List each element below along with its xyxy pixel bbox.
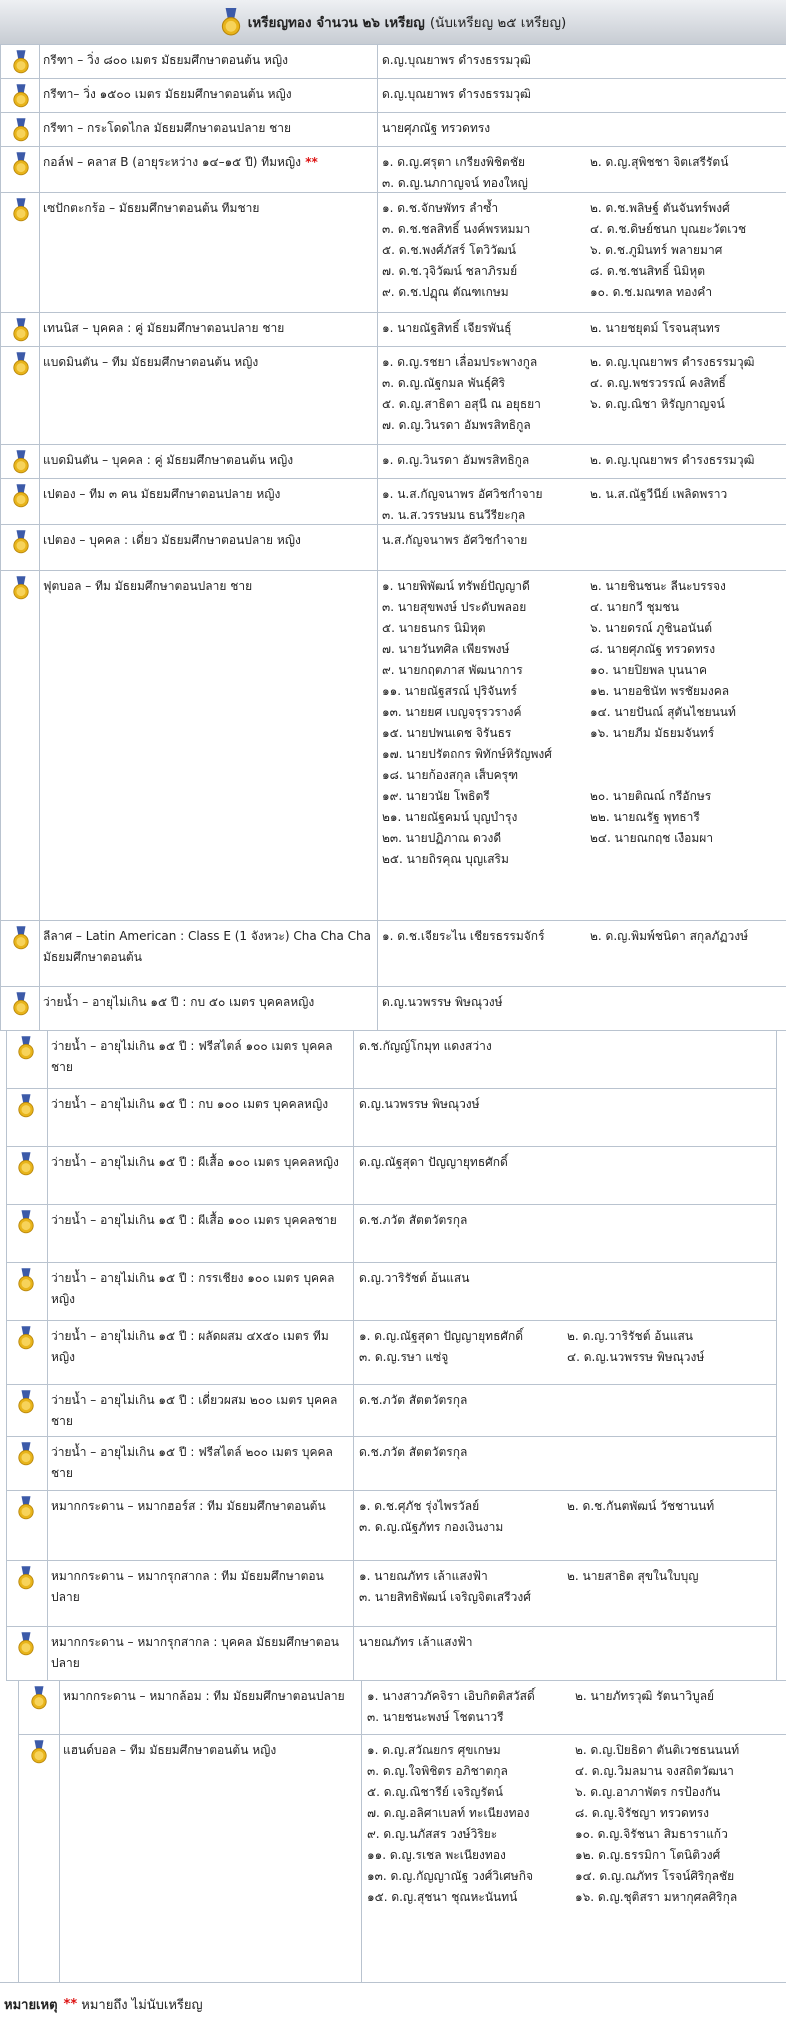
winner-name: ๑. นายณภัทร เล้าแสงฟ้า: [359, 1569, 488, 1583]
winner-name: ๒๓. นายปฏิภาณ ดวงดี: [382, 831, 502, 845]
winner-name: ๕. ด.ช.พงศ์ภัสร์ โตวิวัฒน์: [382, 243, 516, 257]
event-cell: [59, 1735, 362, 1982]
event-cell: [39, 987, 378, 1030]
winners-cell: [382, 152, 784, 194]
winner-name: ๙. ด.ช.ปฏุณ ตัณฑเกษม: [382, 285, 509, 299]
no-count-marker: **: [301, 155, 318, 169]
winner-name: ๕. นายธนกร นิมิหุต: [382, 621, 486, 635]
winner-name: ๒. ด.ญ.บุณยาพร ดำรงธรรมวุฒิ: [590, 453, 755, 467]
event-name: [51, 1632, 351, 1674]
winner-name: ๔. ด.ญ.วิมลมาน จงสถิตวัฒนา: [575, 1764, 734, 1778]
winner-name: ๒. นายภัทรวุฒิ รัตนาวิบูลย์: [575, 1689, 715, 1703]
winner-name: ๑๖. ด.ญ.ชุติสรา มหากุศลศิริกุล: [575, 1890, 738, 1904]
gold-medal-icon: [12, 530, 30, 554]
winner-name: ๘. ด.ญ.จิรัชญา ทรวดทรง: [575, 1806, 710, 1820]
event-name: [43, 84, 375, 105]
table-row: [7, 1321, 777, 1385]
table-row: [1, 79, 786, 113]
medal-cell: [1, 79, 40, 112]
table-row: [7, 1561, 777, 1627]
winner-name: ๑. นายณัฐสิทธิ์ เจียรพันธุ์: [382, 321, 512, 335]
gold-medal-icon: [17, 1036, 35, 1060]
winner-name: ๑๐. นายปิยพล บุนนาค: [590, 663, 708, 677]
event-label: กรีฑา– วิ่ง ๑๕๐๐ เมตร มัธยมศึกษาตอนต้น หญิง: [43, 87, 292, 101]
winner-name: ๑. ด.ช.จักษพัทร ลำซ้ำ: [382, 201, 499, 215]
winner-name: ๑. ด.ญ.วินรดา อัมพรสิทธิกูล: [382, 453, 530, 467]
footnote: [0, 1982, 786, 2025]
medal-cell: [7, 1263, 48, 1320]
table-row: [19, 1681, 786, 1735]
event-cell: [39, 479, 378, 524]
event-cell: [39, 193, 378, 312]
medal-cell: [7, 1089, 48, 1146]
event-label: กรีฑา – กระโดดไกล มัธยมศึกษาตอนปลาย ชาย: [43, 121, 292, 135]
gold-medal-icon: [12, 450, 30, 474]
winners-cell: [359, 1268, 774, 1289]
event-label: เปตอง – ทีม ๓ คน มัธยมศึกษาตอนปลาย หญิง: [43, 487, 281, 501]
event-name: [63, 1740, 359, 1761]
event-label: ว่ายน้ำ – อายุไม่เกิน ๑๕ ปี : ฟรีสไตล์ ๑๐๐ เมตร บุคคลชาย: [51, 1039, 333, 1074]
event-cell: [39, 147, 378, 192]
table-row: [1, 479, 786, 525]
medal-cell: [1, 921, 40, 986]
header-title: เหรียญทอง จำนวน ๒๖ เหรียญ: [247, 15, 425, 31]
medal-cell: [1, 193, 40, 312]
table-row: [7, 1031, 777, 1089]
winner-name: ๔. นายกวี ชุมชน: [590, 600, 679, 614]
event-label: ว่ายน้ำ – อายุไม่เกิน ๑๕ ปี : กบ ๕๐ เมตร บุคคลหญิง: [43, 995, 315, 1009]
gold-medal-icon: [12, 118, 30, 142]
event-label: ว่ายน้ำ – อายุไม่เกิน ๑๕ ปี : เดี่ยวผสม ๒๐๐ เมตร บุคคลชาย: [51, 1393, 338, 1428]
winners-cell: [359, 1390, 774, 1411]
event-cell: [39, 113, 378, 146]
gold-medal-icon: [17, 1442, 35, 1466]
event-cell: [47, 1263, 354, 1320]
medal-cell: [7, 1491, 48, 1560]
gold-medal-icon: [12, 84, 30, 108]
winner-name: ด.ช.ภวัต สัตตวัตรกุล: [359, 1213, 468, 1227]
winners-cell: [382, 576, 784, 870]
winner-name: ๘. ด.ช.ชนสิทธิ์ นิมิหุต: [590, 264, 705, 278]
winners-cell: [367, 1740, 784, 1908]
gold-medal-icon: [12, 50, 30, 74]
winner-name: ๗. ด.ญ.อลิศาเบลท์ ทะเนียงทอง: [367, 1806, 530, 1820]
winners-cell: [382, 198, 784, 303]
event-name: [43, 992, 375, 1013]
event-label: หมากกระดาน – หมากรุกสากล : ทีม มัธยมศึกษาตอนปลาย: [51, 1569, 324, 1604]
event-label: ว่ายน้ำ – อายุไม่เกิน ๑๕ ปี : กรรเชียง ๑๐๐ เมตร บุคคลหญิง: [51, 1271, 335, 1306]
event-label: ลีลาศ – Latin American : Class E (1 จังหวะ) Cha Cha Cha มัธยมศึกษาตอนต้น: [43, 929, 372, 964]
event-cell: [59, 1681, 362, 1734]
gold-medal-icon: [17, 1210, 35, 1234]
event-label: ว่ายน้ำ – อายุไม่เกิน ๑๕ ปี : ผีเสื้อ ๑๐๐ เมตร บุคคลชาย: [51, 1213, 337, 1227]
winner-name: ๒. นายชยุตม์ โรจนสุนทร: [590, 321, 721, 335]
table-row: [1, 987, 786, 1031]
event-cell: [39, 921, 378, 986]
winner-name: ๒. นายสาธิต สุขในใบบุญ: [567, 1569, 699, 1583]
table-row: [1, 147, 786, 193]
event-cell: [47, 1627, 354, 1680]
event-label: กอล์ฟ – คลาส B (อายุระหว่าง ๑๔–๑๕ ปี) ทีมหญิง: [43, 155, 302, 169]
medal-cell: [7, 1147, 48, 1204]
winner-name: ๓. ด.ช.ชลสิทธิ์ นงค์พรหมมา: [382, 222, 531, 236]
winner-name: ๑๕. นายปพนเดช จิรันธร: [382, 726, 512, 740]
medal-cell: [1, 147, 40, 192]
winner-name: ๑. ด.ญ.ณัฐสุดา ปัญญายุทธศักดิ์: [359, 1329, 524, 1343]
event-cell: [39, 445, 378, 478]
event-cell: [39, 313, 378, 346]
medal-cell: [7, 1437, 48, 1490]
winner-name: ด.ญ.นวพรรษ พิษณุวงษ์: [359, 1097, 480, 1111]
winners-cell: [382, 926, 784, 947]
gold-medal-icon: [12, 352, 30, 376]
table-row: [1, 113, 786, 147]
event-label: แบดมินตัน – บุคคล : คู่ มัธยมศึกษาตอนต้น หญิง: [43, 453, 294, 467]
winner-name: ๓. ด.ญ.ใจพิชิตร อภิชาตกุล: [367, 1764, 508, 1778]
gold-medal-icon: [17, 1496, 35, 1520]
medal-cell: [7, 1205, 48, 1262]
medal-cell: [1, 45, 40, 78]
winner-name: ๒๐. นายติณณ์ กรีอักษร: [590, 789, 712, 803]
winner-name: ๕. ด.ญ.ณิชารีย์ เจริญรัตน์: [367, 1785, 503, 1799]
winner-name: ๒๔. นายณกฤช เงือมผา: [590, 831, 714, 845]
gold-medal-icon: [17, 1094, 35, 1118]
winners-cell: [359, 1036, 774, 1057]
winners-cell: [359, 1496, 774, 1538]
event-cell: [47, 1321, 354, 1384]
medal-cell: [19, 1681, 60, 1734]
winner-name: ๓. ด.ญ.นภกาญจน์ ทองใหญ่: [382, 176, 528, 190]
winner-name: ๔. ด.ญ.นวพรรษ พิษณุวงษ์: [567, 1350, 705, 1364]
table-row: [7, 1147, 777, 1205]
winner-name: นายณภัทร เล้าแสงฟ้า: [359, 1635, 473, 1649]
event-cell: [39, 79, 378, 112]
winner-name: ด.ญ.วาริรัชต์ อ้นแสน: [359, 1271, 470, 1285]
gold-medal-icon: [17, 1390, 35, 1414]
gold-medal-icon: [30, 1686, 48, 1710]
event-label: หมากกระดาน – หมากรุกสากล : บุคคล มัธยมศึกษาตอนปลาย: [51, 1635, 339, 1670]
winner-name: ๓. ด.ญ.รษา แซ่จู: [359, 1350, 449, 1364]
event-name: [43, 352, 375, 373]
event-name: [51, 1036, 351, 1078]
table-row: [1, 525, 786, 571]
event-cell: [47, 1561, 354, 1626]
event-label: หมากกระดาน – หมากล้อม : ทีม มัธยมศึกษาตอนปลาย: [63, 1689, 345, 1703]
winners-cell: [382, 352, 784, 436]
event-name: [51, 1210, 351, 1231]
table-row: [1, 347, 786, 445]
winner-name: ๑. ด.ช.ศุภัช รุ่งไพรวัลย์: [359, 1499, 480, 1513]
winner-name: ๒. ด.ญ.วาริรัชต์ อ้นแสน: [567, 1329, 693, 1343]
event-name: [63, 1686, 359, 1707]
event-cell: [47, 1437, 354, 1490]
event-name: [43, 450, 375, 471]
table-row: [1, 571, 786, 921]
medal-table-section: [6, 1030, 777, 1681]
event-name: [51, 1094, 351, 1115]
winner-name: ๒๕. นายถิรคุณ บุญเสริม: [382, 852, 509, 866]
winners-cell: [382, 450, 784, 471]
winners-cell: [359, 1566, 774, 1608]
event-name: [43, 198, 375, 219]
winners-cell: [382, 484, 784, 526]
event-cell: [47, 1491, 354, 1560]
winner-name: ๖. ด.ญ.ณิชา หิรัญกาญจน์: [590, 397, 725, 411]
medal-cell: [7, 1627, 48, 1680]
winner-name: ๑๔. ด.ญ.ณภัทร โรจน์ศิริกุลชัย: [575, 1869, 735, 1883]
footnote-label: หมายเหตุ: [4, 1997, 58, 2013]
event-cell: [39, 525, 378, 570]
medal-cell: [1, 479, 40, 524]
winner-name: ๓. ด.ญ.ณัฐภัทร กองเงินงาม: [359, 1520, 504, 1534]
medal-cell: [1, 445, 40, 478]
winners-cell: [359, 1152, 774, 1173]
table-row: [1, 921, 786, 987]
medal-cell: [1, 525, 40, 570]
medal-cell: [1, 113, 40, 146]
table-row: [1, 313, 786, 347]
winner-name: ๑. นายพิพัฒน์ ทรัพย์ปัญญาดี: [382, 579, 530, 593]
event-name: [43, 118, 375, 139]
table-row: [7, 1263, 777, 1321]
medal-cell: [7, 1031, 48, 1088]
event-label: ว่ายน้ำ – อายุไม่เกิน ๑๕ ปี : ผลัดผสม ๔x๕๐ เมตร ทีมหญิง: [51, 1329, 329, 1364]
gold-medal-icon: [12, 926, 30, 950]
event-name: [43, 152, 375, 173]
event-label: หมากกระดาน – หมากฮอร์ส : ทีม มัธยมศึกษาตอนต้น: [51, 1499, 326, 1513]
winner-name: ๓. นายชนะพงษ์ โชตนาวรี: [367, 1710, 504, 1724]
event-name: [43, 576, 375, 597]
winner-name: ๓. นายสุขพงษ์ ประดับพลอย: [382, 600, 527, 614]
winner-name: ๑. น.ส.กัญจนาพร อัศวิชกำจาย: [382, 487, 543, 501]
winner-name: ๒. ด.ช.พลิษฐ์ ตันจันทร์พงศ์: [590, 201, 730, 215]
event-label: ว่ายน้ำ – อายุไม่เกิน ๑๕ ปี : ฟรีสไตล์ ๒๐๐ เมตร บุคคลชาย: [51, 1445, 333, 1480]
winner-name: ๙. ด.ญ.นภัสสร วงษ์วิริยะ: [367, 1827, 498, 1841]
winner-name: ๑. ด.ญ.รชยา เลื่อมประพางกูล: [382, 355, 538, 369]
event-label: เซปักตะกร้อ – มัธยมศึกษาตอนต้น ทีมชาย: [43, 201, 260, 215]
winner-name: ๒. ด.ญ.สุพิชชา จิตเสรีรัตน์: [590, 155, 729, 169]
winner-name: ๑. ด.ช.เจียระไน เชียรธรรมจักร์: [382, 929, 545, 943]
event-name: [51, 1390, 351, 1432]
table-row: [7, 1205, 777, 1263]
table-row: [7, 1385, 777, 1437]
event-label: แบดมินตัน – ทีม มัธยมศึกษาตอนต้น หญิง: [43, 355, 259, 369]
event-name: [43, 318, 375, 339]
winner-name: ๑๔. นายปันณ์ สุตันไชยนนท์: [590, 705, 736, 719]
event-label: ว่ายน้ำ – อายุไม่เกิน ๑๕ ปี : ผีเสื้อ ๑๐๐ เมตร บุคคลหญิง: [51, 1155, 339, 1169]
event-label: เทนนิส – บุคคล : คู่ มัธยมศึกษาตอนปลาย ชาย: [43, 321, 285, 335]
winners-cell: [382, 530, 784, 551]
winners-cell: [382, 50, 784, 71]
event-label: แฮนด์บอล – ทีม มัธยมศึกษาตอนต้น หญิง: [63, 1743, 277, 1757]
table-row: [1, 193, 786, 313]
winner-name: ๑๘. นายก้องสกุล เส็บครุฑ: [382, 768, 519, 782]
winner-name: ด.ช.กัญญ์โกมุท แดงสว่าง: [359, 1039, 492, 1053]
winner-name: ๖. นายดรณ์ ภูชินอนันต์: [590, 621, 713, 635]
event-name: [51, 1566, 351, 1608]
event-cell: [47, 1089, 354, 1146]
winners-cell: [359, 1326, 774, 1368]
table-row: [7, 1627, 777, 1681]
event-name: [51, 1326, 351, 1368]
event-cell: [47, 1205, 354, 1262]
winner-name: ๑. ด.ญ.สวัณยกร ศุขเกษม: [367, 1743, 501, 1757]
event-name: [43, 50, 375, 71]
winner-name: ๑๑. นายณัฐสรณ์ ปุริจันทร์: [382, 684, 517, 698]
table-row: [1, 45, 786, 79]
footnote-text: หมายถึง ไม่นับเหรียญ: [81, 1997, 203, 2013]
winner-name: ด.ช.ภวัต สัตตวัตรกุล: [359, 1445, 468, 1459]
winner-name: ด.ญ.นวพรรษ พิษณุวงษ์: [382, 995, 503, 1009]
winner-name: ๒. น.ส.ณัฐวีนีย์ เพลิดพราว: [590, 487, 728, 501]
winners-cell: [382, 992, 784, 1013]
gold-medal-icon: [17, 1326, 35, 1350]
winners-cell: [382, 318, 784, 339]
gold-medal-icon: [12, 484, 30, 508]
winner-name: ๒. ด.ญ.พิมพ์ชนิดา สกุลภัฏวงษ์: [590, 929, 749, 943]
event-name: [43, 926, 375, 968]
gold-medal-icon: [17, 1566, 35, 1590]
event-cell: [47, 1031, 354, 1088]
event-label: เปตอง – บุคคล : เดี่ยว มัธยมศึกษาตอนปลาย หญิง: [43, 533, 301, 547]
event-cell: [47, 1385, 354, 1436]
event-name: [51, 1442, 351, 1484]
winner-name: ๑๐. ด.ญ.จิรัชนา สิมธาราแก้ว: [575, 1827, 728, 1841]
winner-name: ๒๒. นายณรัฐ พุทธารี: [590, 810, 700, 824]
winner-name: ๑๒. ด.ญ.ธรรมิกา โตนิติวงศ์: [575, 1848, 721, 1862]
event-cell: [39, 347, 378, 444]
event-name: [51, 1496, 351, 1517]
event-cell: [39, 571, 378, 920]
event-name: [51, 1268, 351, 1310]
winner-name: ๘. นายศุภณัฐ ทรวดทรง: [590, 642, 716, 656]
winner-name: ๓. ด.ญ.ณัฐกมล พันธุ์ศิริ: [382, 376, 506, 390]
winner-name: ๔. ด.ญ.พชรวรรณ์ คงสิทธิ์: [590, 376, 726, 390]
table-row: [7, 1437, 777, 1491]
winner-name: ๑๓. ด.ญ.กัญญาณัฐ วงศ์วิเศษกิจ: [367, 1869, 533, 1883]
winner-name: ด.ญ.บุณยาพร ดำรงธรรมวุฒิ: [382, 53, 531, 67]
winner-name: ๑. ด.ญ.ศรุตา เกรียงพิชิตชัย: [382, 155, 526, 169]
event-name: [43, 484, 375, 505]
table-row: [19, 1735, 786, 1983]
footnote-star: **: [63, 1996, 78, 2012]
event-name: [43, 530, 375, 551]
winners-cell: [359, 1442, 774, 1463]
winner-name: ด.ช.ภวัต สัตตวัตรกุล: [359, 1393, 468, 1407]
winner-name: นายศุภณัฐ ทรวดทรง: [382, 121, 491, 135]
winner-name: ๙. นายกฤตภาส พัฒนาการ: [382, 663, 523, 677]
winner-name: ๕. ด.ญ.สาธิตา อสุนี ณ อยุธยา: [382, 397, 541, 411]
winner-name: ๑๐. ด.ช.มณฑล ทองคำ: [590, 285, 713, 299]
table-row: [7, 1491, 777, 1561]
gold-medal-icon: [12, 318, 30, 342]
medal-table-section: [18, 1680, 786, 1983]
event-name: [51, 1152, 351, 1173]
winners-cell: [382, 84, 784, 105]
winners-cell: [359, 1094, 774, 1115]
event-label: ว่ายน้ำ – อายุไม่เกิน ๑๕ ปี : กบ ๑๐๐ เมตร บุคคลหญิง: [51, 1097, 329, 1111]
winner-name: ด.ญ.บุณยาพร ดำรงธรรมวุฒิ: [382, 87, 531, 101]
medal-cell: [1, 347, 40, 444]
winner-name: ๒. นายชินชนะ ลีนะบรรจง: [590, 579, 726, 593]
event-cell: [39, 45, 378, 78]
gold-medal-icon: [12, 992, 30, 1016]
winner-name: ๒๑. นายณัฐคมน์ บุญบำรุง: [382, 810, 518, 824]
winner-name: ๖. ด.ช.ภูมินทร์ พลายมาศ: [590, 243, 723, 257]
winner-name: ๑. นางสาวภัคจิรา เอิบกิตติสวัสดิ์: [367, 1689, 535, 1703]
winner-name: ๑๑. ด.ญ.รเชล พะเนียงทอง: [367, 1848, 506, 1862]
gold-medal-icon: [220, 8, 242, 36]
winners-cell: [359, 1632, 774, 1653]
medal-cell: [7, 1321, 48, 1384]
gold-medal-icon: [12, 152, 30, 176]
gold-medal-icon: [12, 198, 30, 222]
winner-name: ๗. ด.ญ.วินรดา อัมพรสิทธิกูล: [382, 418, 531, 432]
winner-name: ๑๒. นายอชินัท พรชัยมงคล: [590, 684, 730, 698]
winners-cell: [359, 1210, 774, 1231]
winner-name: ๓. นายสิทธิพัฒน์ เจริญจิตเสรีวงศ์: [359, 1590, 531, 1604]
winner-name: ๑๖. นายภีม มัธยมจันทร์: [590, 726, 715, 740]
medal-table-header: [0, 0, 786, 45]
winner-name: น.ส.กัญจนาพร อัศวิชกำจาย: [382, 533, 528, 547]
medal-table-section: [0, 44, 786, 1031]
winner-name: ๑๓. นายยศ เบญจรุรวรางค์: [382, 705, 522, 719]
medal-cell: [1, 571, 40, 920]
medal-cell: [7, 1385, 48, 1436]
medal-cell: [1, 987, 40, 1030]
winner-name: ๒. ด.ญ.บุณยาพร ดำรงธรรมวุฒิ: [590, 355, 755, 369]
winner-name: ๗. นายวันทศิล เพียรพงษ์: [382, 642, 510, 656]
medal-cell: [1, 313, 40, 346]
table-row: [1, 445, 786, 479]
winner-name: ๒. ด.ญ.ปิยธิดา ตันติเวชธนนนท์: [575, 1743, 740, 1757]
winners-cell: [382, 118, 784, 139]
gold-medal-icon: [12, 576, 30, 600]
winner-name: ๓. น.ส.วรรษมน ธนวีรียะกุล: [382, 508, 526, 522]
event-cell: [47, 1147, 354, 1204]
winner-name: ๔. ด.ช.ดิษย์ชนก บุณยะวัตเวช: [590, 222, 747, 236]
winner-name: ด.ญ.ณัฐสุดา ปัญญายุทธศักดิ์: [359, 1155, 508, 1169]
gold-medal-icon: [30, 1740, 48, 1764]
medal-cell: [7, 1561, 48, 1626]
header-note: (นับเหรียญ ๒๕ เหรียญ): [429, 15, 567, 31]
gold-medal-icon: [17, 1152, 35, 1176]
winners-cell: [367, 1686, 784, 1728]
winner-name: ๑๗. นายปรัตถกร พิทักษ์หิรัญพงศ์: [382, 747, 552, 761]
gold-medal-icon: [17, 1632, 35, 1656]
medal-cell: [19, 1735, 60, 1982]
event-label: กรีฑา – วิ่ง ๘๐๐ เมตร มัธยมศึกษาตอนต้น หญิง: [43, 53, 288, 67]
winner-name: ๑๙. นายวนัย โพธิตรี: [382, 789, 490, 803]
table-row: [7, 1089, 777, 1147]
winner-name: ๗. ด.ช.วุจิวัฒน์ ชลาภิรมย์: [382, 264, 518, 278]
winner-name: ๖. ด.ญ.อาภาพัตร กรป้องกัน: [575, 1785, 721, 1799]
winner-name: ๑๕. ด.ญ.สุชนา ชุณหะนันทน์: [367, 1890, 518, 1904]
gold-medal-icon: [17, 1268, 35, 1292]
winner-name: ๒. ด.ช.กันตพัฒน์ วัชชานนท์: [567, 1499, 715, 1513]
event-label: ฟุตบอล – ทีม มัธยมศึกษาตอนปลาย ชาย: [43, 579, 253, 593]
